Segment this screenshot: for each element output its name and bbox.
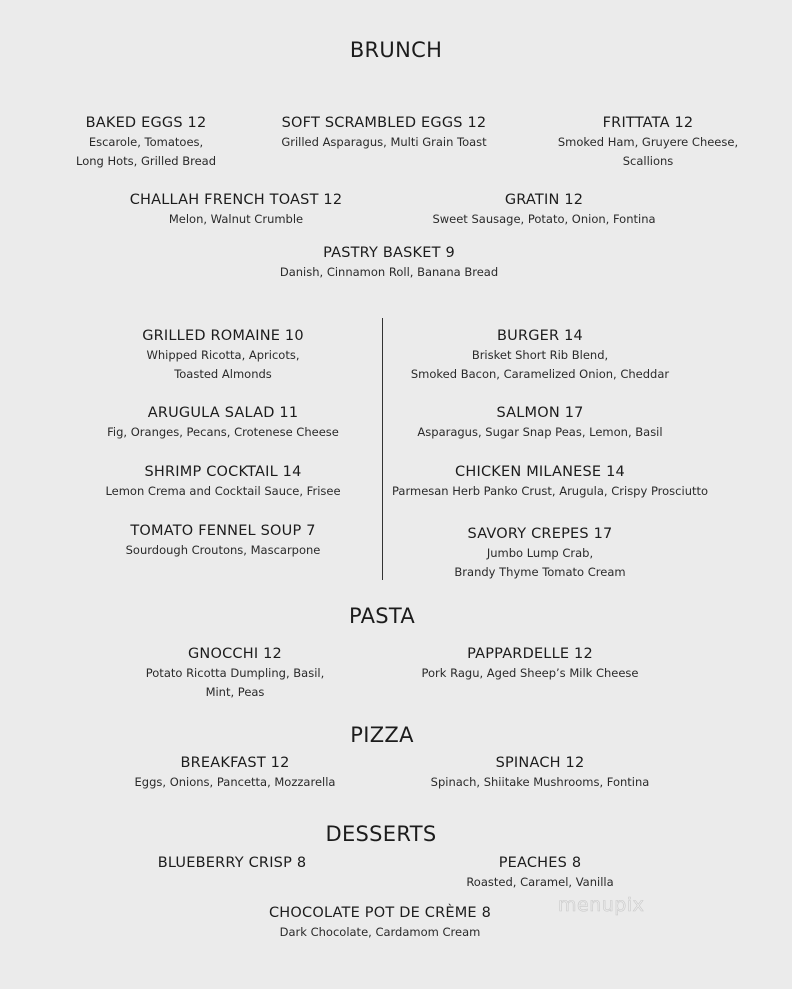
item-name: FRITTATA 12 — [602, 115, 694, 131]
column-divider — [382, 318, 383, 580]
item-description: Grilled Asparagus, Multi Grain Toast — [281, 135, 487, 149]
item-description: Parmesan Herb Panko Crust, Arugula, Crispy Prosciutto — [392, 484, 709, 498]
item-name: GNOCCHI 12 — [188, 646, 282, 662]
item-name: BAKED EGGS 12 — [85, 115, 207, 131]
item-name: PEACHES 8 — [498, 855, 582, 871]
menu-item-chicken-milanese — [392, 462, 709, 501]
item-description: Eggs, Onions, Pancetta, Mozzarella — [134, 775, 336, 789]
item-description: Spinach, Shiitake Mushrooms, Fontina — [430, 775, 650, 789]
item-description: Melon, Walnut Crumble — [168, 212, 304, 226]
item-description: Long Hots, Grilled Bread — [75, 154, 217, 168]
item-name: SAVORY CREPES 17 — [467, 526, 613, 542]
item-name: SHRIMP COCKTAIL 14 — [144, 464, 302, 480]
item-description: Brandy Thyme Tomato Cream — [454, 565, 626, 579]
item-description: Sourdough Croutons, Mascarpone — [125, 543, 321, 557]
item-description: Escarole, Tomatoes, — [88, 135, 204, 149]
menu-item-salmon — [392, 403, 688, 442]
pasta-heading: PASTA — [348, 604, 416, 628]
item-description: Smoked Ham, Gruyere Cheese, — [557, 135, 739, 149]
item-name: CHOCOLATE POT DE CRÈME 8 — [268, 905, 492, 921]
menu-item-breakfast-pizza — [110, 753, 360, 792]
item-description: Asparagus, Sugar Snap Peas, Lemon, Basil — [417, 425, 663, 439]
menu-item-soft-scrambled-eggs — [254, 113, 514, 152]
item-description: Roasted, Caramel, Vanilla — [466, 875, 614, 889]
item-name: CHALLAH FRENCH TOAST 12 — [129, 192, 343, 208]
menu-item-tomato-fennel-soup — [98, 521, 348, 560]
pizza-heading: PIZZA — [350, 723, 414, 747]
menu-item-savory-crepes — [392, 524, 688, 582]
menu-item-spinach-pizza — [410, 753, 670, 792]
item-description: Dark Chocolate, Cardamom Cream — [279, 925, 481, 939]
item-name: TOMATO FENNEL SOUP 7 — [130, 523, 316, 539]
item-description: Sweet Sausage, Potato, Onion, Fontina — [432, 212, 656, 226]
menu-item-frittata — [548, 113, 748, 171]
item-name: BLUEBERRY CRISP 8 — [157, 855, 307, 871]
menu-item-burger — [392, 326, 688, 384]
watermark-logo: menupix — [558, 894, 645, 916]
menu-item-grilled-romaine — [98, 326, 348, 384]
item-description: Mint, Peas — [205, 685, 265, 699]
item-description: Whipped Ricotta, Apricots, — [146, 348, 300, 362]
menu-item-baked-eggs — [66, 113, 226, 171]
menu-item-gnocchi — [120, 644, 350, 702]
menu-item-blueberry-crisp — [132, 853, 332, 873]
item-name: CHICKEN MILANESE 14 — [455, 464, 625, 480]
item-name: BREAKFAST 12 — [180, 755, 290, 771]
menu-item-arugula-salad — [98, 403, 348, 442]
menu-item-chocolate-pot-de-creme — [240, 903, 520, 942]
item-name: PASTRY BASKET 9 — [323, 245, 455, 261]
item-description: Jumbo Lump Crab, — [486, 546, 594, 560]
item-name: GRILLED ROMAINE 10 — [142, 328, 304, 344]
item-name: SALMON 17 — [496, 405, 584, 421]
item-description: Scallions — [622, 154, 674, 168]
menu-item-challah-french-toast — [106, 190, 366, 229]
item-description: Toasted Almonds — [174, 367, 272, 381]
item-description: Potato Ricotta Dumpling, Basil, — [145, 666, 325, 680]
item-description: Lemon Crema and Cocktail Sauce, Frisee — [105, 484, 341, 498]
item-name: SOFT SCRAMBLED EGGS 12 — [281, 115, 487, 131]
desserts-heading: DESSERTS — [325, 822, 437, 846]
item-name: PAPPARDELLE 12 — [467, 646, 593, 662]
item-description: Pork Ragu, Aged Sheep’s Milk Cheese — [421, 666, 639, 680]
item-description: Smoked Bacon, Caramelized Onion, Cheddar — [410, 367, 670, 381]
menu-item-pappardelle — [400, 644, 660, 683]
brunch-heading: BRUNCH — [349, 38, 443, 62]
item-name: GRATIN 12 — [504, 192, 584, 208]
item-description: Danish, Cinnamon Roll, Banana Bread — [279, 265, 499, 279]
menu-item-gratin — [414, 190, 674, 229]
item-name: ARUGULA SALAD 11 — [147, 405, 299, 421]
item-name: SPINACH 12 — [495, 755, 585, 771]
item-description: Brisket Short Rib Blend, — [471, 348, 609, 362]
item-description: Fig, Oranges, Pecans, Crotenese Cheese — [107, 425, 339, 439]
menu-item-pastry-basket — [264, 243, 514, 282]
menu-item-peaches — [440, 853, 640, 892]
menu-item-shrimp-cocktail — [98, 462, 348, 501]
item-name: BURGER 14 — [497, 328, 583, 344]
